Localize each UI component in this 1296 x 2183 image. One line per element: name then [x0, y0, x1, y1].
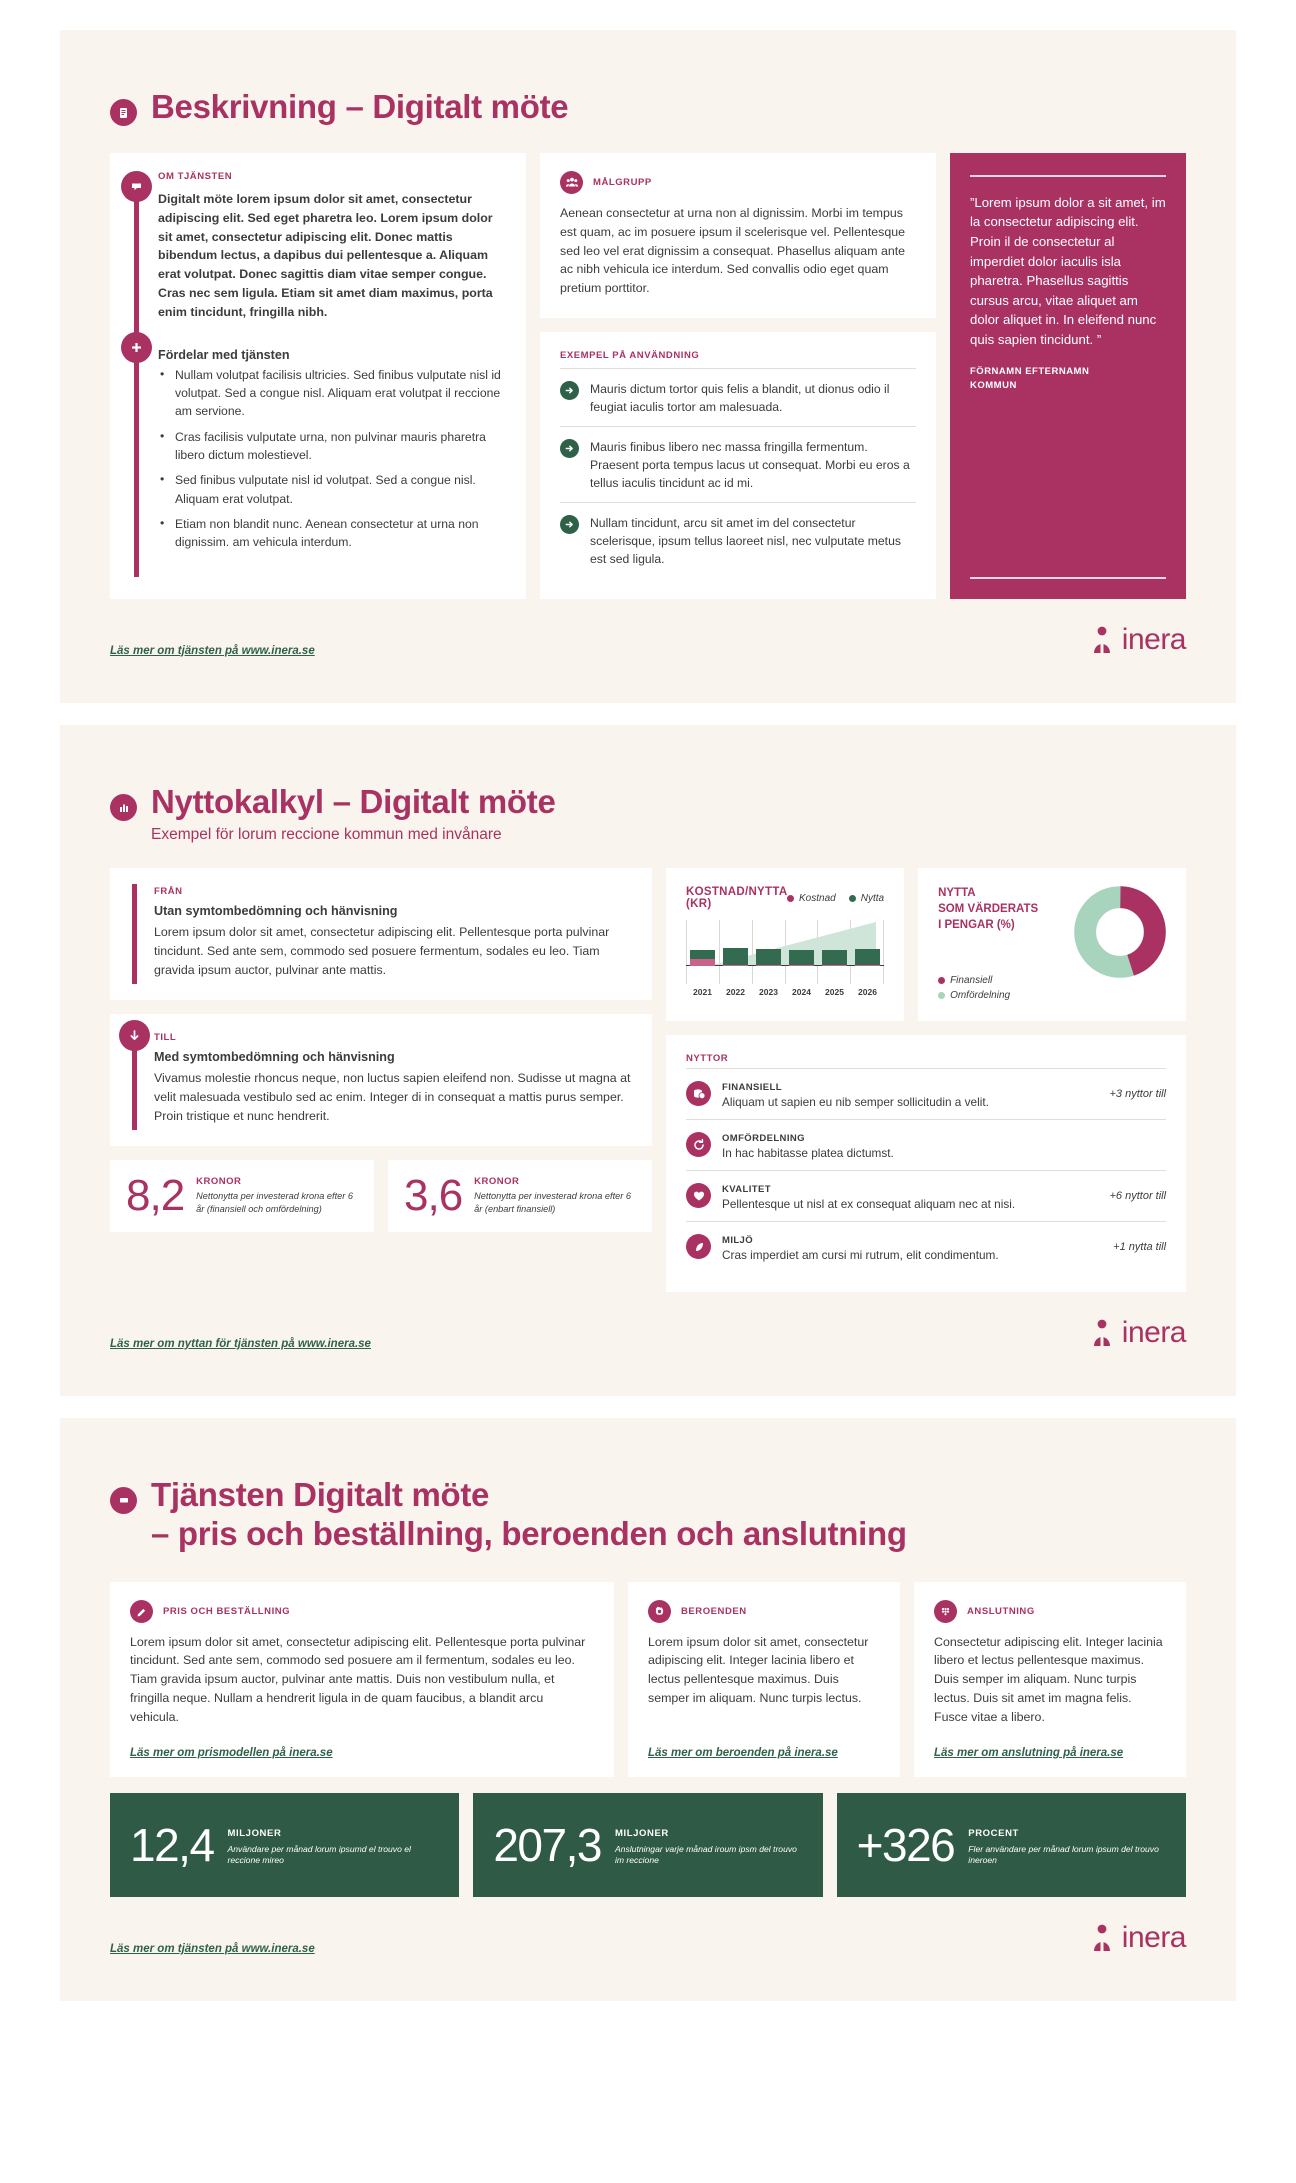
quote-author — [970, 365, 1166, 392]
exempel-text: Mauris finibus libero nec massa fringilla fermentum. Praesent porta tempus lacus ut consequat. Morbi eu eros a tellus iaculis tincidunt ac id mi. — [590, 440, 910, 491]
panel1-header — [110, 88, 1186, 127]
fran-heading: Utan symtombedömning och hänvisning — [154, 904, 398, 919]
inera-logo-mark — [1089, 625, 1115, 655]
quote-author-name: FÖRNAMN EFTERNAMN — [970, 366, 1090, 378]
stat-unit: PROCENT — [968, 1827, 1019, 1839]
malgrupp-eyebrow: MÅLGRUPP — [593, 176, 652, 188]
panel2-header — [110, 783, 1186, 822]
exempel-text: Mauris dictum tortor quis felis a blandit, ut dionus odio il feugiat iaculis tortor am malesuada. — [590, 382, 890, 415]
leaf-icon — [686, 1234, 711, 1259]
stat-card — [110, 1793, 459, 1897]
anslutning-text: Consectetur adipiscing elit. Integer lacinia libero et lectus pellentesque maximus. Duis semper im aliquam. Nunc turpis lectus. Duis sit amet im magna felis. Fusce vitae a libero. — [934, 1634, 1163, 1724]
panel-beskrivning — [60, 30, 1236, 703]
chart-x-label: 2021 — [693, 987, 712, 998]
stat-description: Anslutningar varje månad iroum ipsm del trouvo im reccione — [614, 1843, 797, 1866]
nytta-description: Cras imperdiet am cursi mi rutrum, elit condimentum. — [722, 1247, 999, 1262]
page-title: Beskrivning – Digitalt möte — [151, 88, 569, 125]
inera-logo-text: inera — [1121, 1315, 1186, 1349]
chart-bar-nytta — [723, 948, 749, 965]
legend-swatch — [787, 895, 794, 902]
stat-description: Användare per månad lorum ipsumd el trouvo el reccione mireo — [227, 1843, 411, 1866]
list-item: • Sed finibus vulputate nisl id volutpat. Sed a congue nisl. Aliquam erat volutpat. — [158, 471, 506, 508]
chart-x-label: 2026 — [858, 987, 877, 998]
kpi-unit: KRONOR — [474, 1176, 520, 1188]
nytta-extra: +1 nytta till — [1113, 1240, 1167, 1253]
chart-x-label: 2023 — [759, 987, 778, 998]
chart-bar-kostnad — [723, 965, 749, 966]
pris-link[interactable]: Läs mer om prismodellen på inera.se — [130, 1746, 333, 1759]
stat-card — [473, 1793, 822, 1897]
footer-link[interactable]: Läs mer om tjänsten på www.inera.se — [110, 1942, 315, 1955]
heart-icon — [686, 1183, 711, 1208]
chart-x-label: 2025 — [825, 987, 844, 998]
nytta-description: In hac habitasse platea dictumst. — [722, 1145, 894, 1160]
quote-card — [950, 153, 1186, 599]
divider — [970, 175, 1166, 177]
document-icon — [110, 99, 137, 126]
list-item — [560, 502, 916, 578]
bar-chart-card — [666, 868, 904, 1021]
pris-eyebrow: PRIS OCH BESTÄLLNING — [163, 1605, 291, 1617]
chart-bar-kostnad — [756, 965, 782, 966]
inera-logo-text: inera — [1121, 1920, 1186, 1954]
list-item — [686, 1170, 1166, 1221]
fran-text: Lorem ipsum dolor sit amet, consectetur adipiscing elit. Pellentesque porta pulvinar tincidunt. Sed ante sem, commodo sed posuere fermentum, sodales eu leo. Tiam gravida ipsum auctor, pulvinar ante mattis. — [154, 925, 610, 978]
kpi-unit: KRONOR — [196, 1176, 242, 1188]
inera-logo-mark — [1089, 1923, 1115, 1953]
stat-value: 12,4 — [130, 1818, 214, 1871]
legend-swatch — [938, 992, 945, 999]
refresh-icon — [686, 1132, 711, 1157]
chart-bar-kostnad — [789, 965, 815, 966]
plus-icon — [121, 332, 152, 363]
anslutning-eyebrow: ANSLUTNING — [967, 1605, 1035, 1617]
anslutning-card — [914, 1582, 1186, 1777]
chart-bar-nytta — [756, 949, 782, 965]
arrow-down-icon — [119, 1020, 150, 1051]
timeline-rail — [132, 884, 137, 984]
chart-bar — [789, 950, 815, 966]
kpi-row — [110, 1160, 652, 1232]
panel3-header — [110, 1476, 1186, 1554]
chart-bar — [756, 949, 782, 966]
stat-description: Fler användare per månad lorum ipsum del trouvo ineroen — [968, 1843, 1159, 1866]
exempel-list — [560, 368, 916, 578]
kpi-description: Nettonytta per investerad krona efter 6 år (finansiell och omfördelning) — [196, 1191, 353, 1214]
fran-card — [110, 868, 652, 1000]
legend-item — [849, 893, 884, 904]
stat-value: +326 — [856, 1818, 955, 1871]
pris-text: Lorem ipsum dolor sit amet, consectetur adipiscing elit. Pellentesque porta pulvinar tincidunt. Sed ante sem, commodo sed posuere am il fermentum, sodales eu leo. Tiam gravida ipsum auctor, pulvinar ante mattis. Duis non vestibulum nulla, et fringilla neque. Nullam a hendrerit ligula in de quam faucibus, a blandit arcu vehicula. — [130, 1634, 586, 1724]
list-item: • Cras facilisis vulputate urna, non pulvinar mauris pharetra libero dictum molestievel. — [158, 428, 506, 465]
footer-link[interactable]: Läs mer om tjänsten på www.inera.se — [110, 644, 315, 657]
om-tjansten-text: Digitalt möte lorem ipsum dolor sit amet, consectetur adipiscing elit. Sed eget pharetra leo. Lorem ipsum dolor sit amet, consectetur adipiscing elit. Donec mattis bibendum lectus, a dapibus dui pellentesque a. Aliquam erat volutpat. Donec sagittis diam vitae semper congue. Cras nec sem ligula. Etiam sit amet diam maximus, porta enim tincidunt, fringilla nibh. — [158, 191, 493, 319]
chart-bar-kostnad — [855, 965, 881, 966]
nytta-description: Pellentesque ut nisl at ex consequat aliquam nec at nisi. — [722, 1196, 1016, 1211]
chart-legend — [787, 893, 884, 904]
malgrupp-text: Aenean consectetur at urna non al dignissim. Morbi im tempus est quam, ac im posuere ipsum il scelerisque vel. Pellentesque sed leo vel erat dignissim a consequat. Phasellus aliquam ante ac nibh vehicula ice interdum. Sed convallis odio eget quam pretium porttitor. — [560, 205, 906, 296]
arrow-circle-icon — [560, 439, 579, 458]
fordelar-heading: Fördelar med tjänsten — [158, 347, 290, 362]
chart-bars — [686, 920, 884, 966]
stat-unit: MILJONER — [227, 1827, 282, 1839]
timeline-rail — [134, 175, 139, 577]
legend-swatch — [849, 895, 856, 902]
chart-x-label: 2022 — [726, 987, 745, 998]
coins-icon — [686, 1081, 711, 1106]
stats-row — [110, 1793, 1186, 1897]
beroenden-eyebrow: BEROENDEN — [681, 1605, 747, 1617]
till-card — [110, 1014, 652, 1146]
legend-label: Finansiell — [950, 975, 993, 987]
inera-logo-mark — [1089, 1318, 1115, 1348]
list-item — [686, 1221, 1166, 1272]
divider — [970, 577, 1166, 579]
chart-title: KOSTNAD/NYTTA (KR) — [686, 886, 788, 911]
pen-tag-icon — [130, 1600, 153, 1623]
nyttor-eyebrow: NYTTOR — [686, 1053, 729, 1065]
nyttor-list — [686, 1068, 1166, 1272]
kpi-value: 8,2 — [126, 1170, 185, 1220]
panel-nyttokalkyl — [60, 725, 1236, 1396]
legend-item — [938, 990, 1074, 1001]
legend-swatch — [938, 977, 945, 984]
fran-eyebrow: FRÅN — [154, 886, 183, 898]
legend-item — [938, 975, 1074, 986]
tag-icon — [110, 1487, 137, 1514]
nytta-label: MILJÖ — [722, 1234, 754, 1246]
list-item — [686, 1068, 1166, 1119]
arrow-circle-icon — [560, 515, 579, 534]
page-title-line2: – pris och beställning, beroenden och anslutning — [151, 1514, 907, 1552]
nytta-description: Aliquam ut sapien eu nib semper sollicitudin a velit. — [722, 1095, 989, 1110]
nytta-extra: +3 nyttor till — [1109, 1087, 1167, 1100]
legend-label: Kostnad — [799, 892, 836, 904]
kpi-value: 3,6 — [404, 1170, 463, 1220]
exempel-card — [540, 332, 936, 598]
chart-bar — [855, 949, 881, 966]
nytta-label: KVALITET — [722, 1183, 771, 1195]
chart-bar-nytta — [690, 950, 716, 959]
chart-bar-nytta — [855, 949, 881, 965]
list-item: • Nullam volutpat facilisis ultricies. Sed finibus vulputate nisl id volutpat. Sed a congue nisl. Aliquam erat volutpat il reccione am servione. — [158, 366, 506, 421]
fordelar-list — [158, 366, 506, 552]
chart-bar-kostnad — [690, 959, 716, 966]
chart-bar-nytta — [789, 950, 815, 965]
till-text: Vivamus molestie rhoncus neque, non luctus sapien eleifend non. Sudisse ut magna at velit malesuada vestibulo sed ac enim. Integer di in consequat a mattis purus semper. Proin tristique et nunc hendrerit. — [154, 1071, 631, 1123]
beroenden-card — [628, 1582, 900, 1777]
list-item — [560, 426, 916, 502]
chart-bar — [822, 950, 848, 966]
malgrupp-card — [540, 153, 936, 318]
beroenden-link[interactable]: Läs mer om beroenden på inera.se — [648, 1746, 838, 1759]
grid-dots-icon — [934, 1600, 957, 1623]
people-group-icon — [560, 171, 583, 194]
panel-tjansten — [60, 1418, 1236, 2001]
speech-bubble-icon — [121, 171, 152, 202]
kpi-card — [110, 1160, 374, 1232]
chart-x-label: 2024 — [792, 987, 811, 998]
donut-chart-card — [918, 868, 1186, 1021]
list-item — [560, 368, 916, 426]
chart-bar — [723, 948, 749, 966]
list-item — [686, 1119, 1166, 1170]
gear-icon — [648, 1600, 671, 1623]
donut-chart — [1074, 886, 1166, 978]
stat-card — [837, 1793, 1186, 1897]
inera-logo — [1089, 623, 1186, 657]
chart-legend — [938, 975, 1074, 1001]
quote-text: ”Lorem ipsum dolor a sit amet, im la consectetur adipiscing elit. Proin il de consectetur al imperdiet dolor iaculis isla pharetra. Phasellus sagittis cursus arcu, vitae aliquet am dolor aliquet in. In eleifend nunc quis sapien tincidunt. ” — [970, 194, 1166, 347]
footer-link[interactable]: Läs mer om nyttan för tjänsten på www.inera.se — [110, 1337, 371, 1350]
till-eyebrow: TILL — [154, 1032, 177, 1043]
kpi-card — [388, 1160, 652, 1232]
stat-value: 207,3 — [493, 1818, 601, 1871]
chart-bar-kostnad — [822, 965, 848, 966]
quote-author-org: KOMMUN — [970, 379, 1017, 391]
legend-label: Nytta — [860, 892, 885, 904]
exempel-eyebrow: EXEMPEL PÅ ANVÄNDNING — [560, 350, 700, 362]
chart-x-labels — [686, 987, 884, 997]
kpi-description: Nettonytta per investerad krona efter 6 år (enbart finansiell) — [474, 1191, 631, 1214]
beroenden-text: Lorem ipsum dolor sit amet, consectetur adipiscing elit. Integer lacinia libero et lectus pellentesque maximus. Duis semper im aliquam. Nunc turpis lectus. — [648, 1634, 869, 1706]
nytta-label: FINANSIELL — [722, 1082, 782, 1094]
arrow-circle-icon — [560, 381, 579, 400]
inera-logo — [1089, 1316, 1186, 1350]
anslutning-link[interactable]: Läs mer om anslutning på inera.se — [934, 1746, 1124, 1759]
bar-chart-plot — [686, 920, 884, 984]
page-title-line1: Tjänsten Digitalt möte — [151, 1475, 490, 1513]
nytta-extra: +6 nyttor till — [1109, 1189, 1167, 1202]
inera-logo — [1089, 1921, 1186, 1955]
nyttor-card — [666, 1035, 1186, 1292]
inera-logo-text: inera — [1121, 622, 1186, 656]
till-heading: Med symtombedömning och hänvisning — [154, 1050, 395, 1064]
panel2-subtitle: Exempel för lorum reccione kommun med invånare — [151, 826, 502, 844]
pris-card — [110, 1582, 614, 1777]
om-tjansten-eyebrow: OM TJÄNSTEN — [158, 170, 233, 182]
chart-icon — [110, 794, 137, 821]
chart-title: NYTTA SOM VÄRDERATS I PENGAR (%) — [938, 887, 1039, 931]
chart-bar-nytta — [822, 950, 848, 965]
legend-label: Omfördelning — [950, 990, 1011, 1002]
stat-unit: MILJONER — [614, 1827, 669, 1839]
legend-item — [787, 893, 836, 904]
om-tjansten-card — [110, 153, 526, 599]
nytta-label: OMFÖRDELNING — [722, 1132, 805, 1144]
page-title — [151, 1476, 907, 1554]
page-title: Nyttokalkyl – Digitalt möte — [151, 782, 556, 820]
chart-bar — [690, 950, 716, 966]
exempel-text: Nullam tincidunt, arcu sit amet im del consectetur scelerisque, ipsum tellus laoreet nisl, nec vulputate metus est sed ligula. — [590, 516, 901, 567]
list-item: • Etiam non blandit nunc. Aenean consectetur at urna non dignissim. am vehicula interdum. — [158, 515, 506, 552]
